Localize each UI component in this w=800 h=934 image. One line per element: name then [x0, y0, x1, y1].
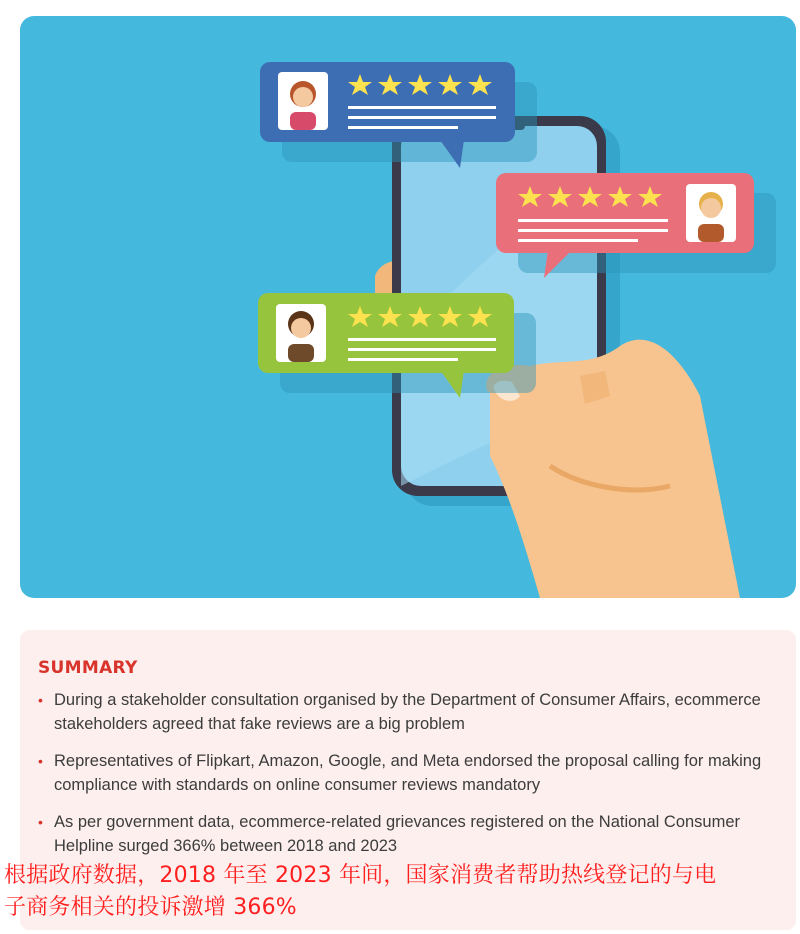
summary-bullet: • As per government data, ecommerce-related grievances registered on the National Consumer Helpline surged 366% between 2018 and 2023: [38, 810, 778, 858]
caption-line-1: 根据政府数据，2018 年至 2023 年间，国家消费者帮助热线登记的与电: [4, 863, 717, 888]
summary-heading: SUMMARY: [38, 658, 138, 678]
review-card-pink: [496, 173, 776, 278]
review-card-green: [258, 293, 536, 398]
summary-list: [38, 688, 778, 858]
review-illustration: [20, 16, 796, 598]
caption-line-2: 子商务相关的投诉激增 366%: [4, 895, 297, 920]
review-card-blue: [260, 62, 537, 168]
chinese-caption: [4, 860, 796, 924]
summary-bullet: • During a stakeholder consultation organised by the Department of Consumer Affairs, ecommerce stakeholders agreed that fake reviews are a big problem: [38, 688, 778, 736]
summary-bullet: • Representatives of Flipkart, Amazon, Google, and Meta endorsed the proposal calling for making compliance with standards on online consumer reviews mandatory: [38, 749, 778, 797]
